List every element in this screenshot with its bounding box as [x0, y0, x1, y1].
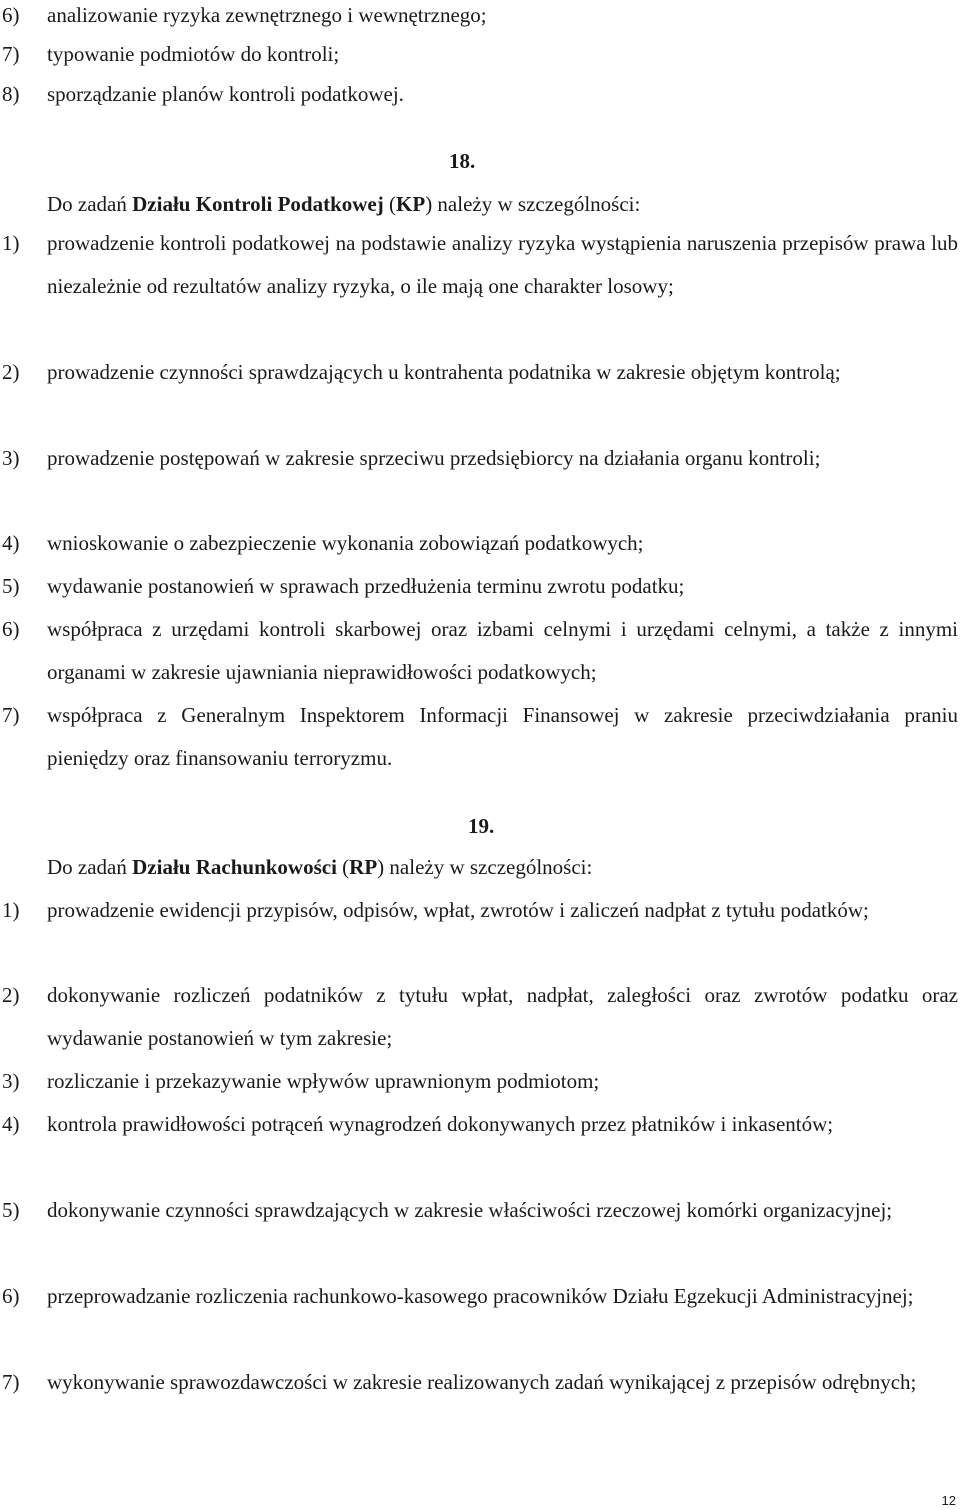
item-number: 7)	[2, 703, 20, 727]
list-item	[0, 608, 958, 694]
item-number: 6)	[2, 1284, 20, 1308]
item-text: sporządzanie planów kontroli podatkowej.	[47, 82, 404, 106]
item-number: 1)	[2, 231, 20, 255]
item-number: 7)	[2, 42, 20, 66]
item-text: współpraca z urzędami kontroli skarbowej oraz izbami celnymi i urzędami celnymi, a także z innymi organami w zakresie ujawniania nieprawidłowości podatkowych;	[47, 617, 958, 684]
item-text: prowadzenie czynności sprawdzających u kontrahenta podatnika w zakresie objętym kontrolą;	[47, 360, 841, 384]
item-text: prowadzenie postępowań w zakresie sprzeciwu przedsiębiorcy na działania organu kontroli;	[47, 446, 821, 470]
item-number: 5)	[2, 574, 20, 598]
list-item	[0, 694, 958, 780]
item-number: 4)	[2, 531, 20, 555]
item-text: dokonywanie czynności sprawdzających w zakresie właściwości rzeczowej komórki organizacyjnej;	[47, 1198, 893, 1222]
item-number: 3)	[2, 446, 20, 470]
item-text: wykonywanie sprawozdawczości w zakresie realizowanych zadań wynikającej z przepisów odrębnych;	[47, 1370, 917, 1394]
item-text: wnioskowanie o zabezpieczenie wykonania zobowiązań podatkowych;	[47, 531, 644, 555]
page-number: 12	[941, 1493, 956, 1508]
item-text: przeprowadzanie rozliczenia rachunkowo-kasowego pracowników Działu Egzekucji Administracyjnej;	[47, 1284, 914, 1308]
item-text: dokonywanie rozliczeń podatników z tytułu wpłat, nadpłat, zaległości oraz zwrotów podatku oraz wydawanie postanowień w tym zakresie;	[47, 983, 958, 1050]
list-item	[0, 1103, 958, 1146]
item-text: analizowanie ryzyka zewnętrznego i wewnętrznego;	[47, 3, 487, 27]
list-item	[0, 1060, 958, 1103]
item-number: 8)	[2, 82, 20, 106]
item-text: kontrola prawidłowości potrąceń wynagrodzeń dokonywanych przez płatników i inkasentów;	[47, 1112, 834, 1136]
section-heading: 18.	[449, 149, 476, 173]
item-number: 2)	[2, 360, 20, 384]
item-number: 1)	[2, 898, 20, 922]
item-text: wydawanie postanowień w sprawach przedłużenia terminu zwrotu podatku;	[47, 574, 685, 598]
list-item	[0, 1189, 958, 1232]
list-item	[0, 1361, 958, 1404]
list-item	[0, 73, 958, 116]
item-number: 5)	[2, 1198, 20, 1222]
list-item	[0, 437, 958, 480]
item-number: 7)	[2, 1370, 20, 1394]
item-text: współpraca z Generalnym Inspektorem Informacji Finansowej w zakresie przeciwdziałania praniu pieniędzy oraz finansowaniu terroryzmu.	[47, 703, 958, 770]
item-text: rozliczanie i przekazywanie wpływów uprawnionym podmiotom;	[47, 1069, 600, 1093]
item-text: prowadzenie kontroli podatkowej na podstawie analizy ryzyka wystąpienia naruszenia przepisów prawa lub niezależnie od rezultatów analizy ryzyka, o ile mają one charakter losowy;	[47, 231, 958, 298]
item-text: typowanie podmiotów do kontroli;	[47, 42, 340, 66]
list-item	[0, 0, 958, 37]
list-item	[0, 1275, 958, 1318]
section-heading: 19.	[468, 814, 495, 838]
list-item	[0, 222, 958, 308]
item-text: prowadzenie ewidencji przypisów, odpisów, wpłat, zwrotów i zaliczeń nadpłat z tytułu podatków;	[47, 898, 869, 922]
section-intro: Do zadań Działu Kontroli Podatkowej (KP) należy w szczególności:	[47, 192, 641, 216]
item-number: 3)	[2, 1069, 20, 1093]
section-intro: Do zadań Działu Rachunkowości (RP) należy w szczególności:	[47, 855, 593, 879]
list-item	[0, 522, 958, 565]
list-item	[0, 33, 958, 76]
item-number: 2)	[2, 983, 20, 1007]
item-number: 4)	[2, 1112, 20, 1136]
list-item	[0, 351, 958, 394]
item-number: 6)	[2, 3, 20, 27]
list-item	[0, 974, 958, 1060]
list-item	[0, 889, 958, 932]
item-number: 6)	[2, 617, 20, 641]
list-item	[0, 565, 958, 608]
